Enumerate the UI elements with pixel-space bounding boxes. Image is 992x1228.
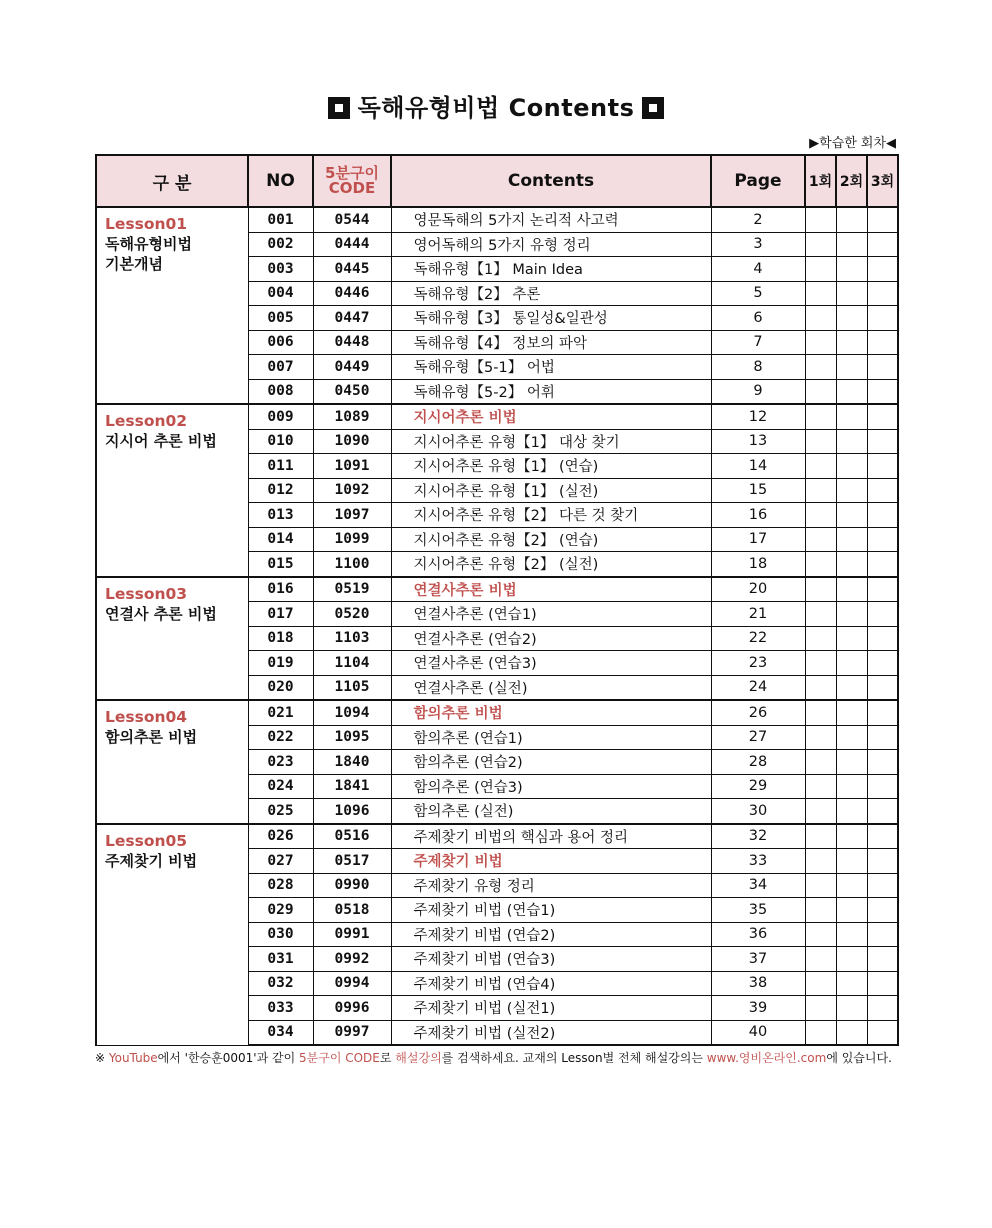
round-1-checkbox[interactable] bbox=[805, 675, 836, 700]
round-2-checkbox[interactable] bbox=[836, 750, 867, 775]
row-page: 33 bbox=[711, 849, 805, 874]
row-code: 0446 bbox=[313, 281, 391, 306]
row-title: 연결사추론 비법 bbox=[391, 577, 711, 602]
row-code: 1840 bbox=[313, 750, 391, 775]
round-1-checkbox[interactable] bbox=[805, 478, 836, 503]
lesson-title: 함의추론 비법 bbox=[105, 728, 198, 746]
lesson-group-cell bbox=[96, 207, 248, 404]
footer-url[interactable]: www.영비온라인.com bbox=[706, 1051, 827, 1065]
round-3-checkbox[interactable] bbox=[867, 478, 898, 503]
row-page: 14 bbox=[711, 454, 805, 479]
row-code: 0990 bbox=[313, 873, 391, 898]
row-code: 0996 bbox=[313, 996, 391, 1021]
row-number: 007 bbox=[248, 355, 313, 380]
round-2-checkbox[interactable] bbox=[836, 602, 867, 627]
round-1-checkbox[interactable] bbox=[805, 454, 836, 479]
round-3-checkbox[interactable] bbox=[867, 379, 898, 404]
lesson-title: 독해유형비법 기본개념 bbox=[105, 235, 192, 273]
row-page: 40 bbox=[711, 1020, 805, 1045]
row-page: 30 bbox=[711, 799, 805, 824]
row-page: 34 bbox=[711, 873, 805, 898]
row-number: 009 bbox=[248, 404, 313, 429]
row-title: 함의추론 (연습3) bbox=[391, 774, 711, 799]
round-2-checkbox[interactable] bbox=[836, 207, 867, 232]
row-page: 18 bbox=[711, 552, 805, 577]
row-code: 0445 bbox=[313, 257, 391, 282]
table-row bbox=[96, 404, 898, 429]
round-1-checkbox[interactable] bbox=[805, 725, 836, 750]
round-1-checkbox[interactable] bbox=[805, 207, 836, 232]
row-code: 0516 bbox=[313, 824, 391, 849]
row-number: 014 bbox=[248, 527, 313, 552]
row-page: 13 bbox=[711, 429, 805, 454]
round-1-checkbox[interactable] bbox=[805, 355, 836, 380]
row-code: 1095 bbox=[313, 725, 391, 750]
round-2-checkbox[interactable] bbox=[836, 454, 867, 479]
footer-mark: ※ bbox=[95, 1051, 109, 1065]
round-1-checkbox[interactable] bbox=[805, 898, 836, 923]
header-no: NO bbox=[248, 155, 313, 207]
header-round-2: 2회 bbox=[836, 155, 867, 207]
row-title: 지시어추론 유형【1】 (연습) bbox=[391, 454, 711, 479]
round-2-checkbox[interactable] bbox=[836, 873, 867, 898]
header-code bbox=[313, 155, 391, 207]
round-1-checkbox[interactable] bbox=[805, 996, 836, 1021]
lesson-label: Lesson02 bbox=[105, 412, 188, 430]
round-3-checkbox[interactable] bbox=[867, 873, 898, 898]
round-1-checkbox[interactable] bbox=[805, 700, 836, 725]
row-title: 함의추론 비법 bbox=[391, 700, 711, 725]
row-number: 016 bbox=[248, 577, 313, 602]
round-2-checkbox[interactable] bbox=[836, 527, 867, 552]
round-2-checkbox[interactable] bbox=[836, 898, 867, 923]
round-3-checkbox[interactable] bbox=[867, 552, 898, 577]
row-code: 0444 bbox=[313, 232, 391, 257]
row-code: 0517 bbox=[313, 849, 391, 874]
row-page: 32 bbox=[711, 824, 805, 849]
row-number: 011 bbox=[248, 454, 313, 479]
round-1-checkbox[interactable] bbox=[805, 232, 836, 257]
lesson-label: Lesson04 bbox=[105, 708, 188, 726]
row-code: 1092 bbox=[313, 478, 391, 503]
row-page: 39 bbox=[711, 996, 805, 1021]
row-code: 1841 bbox=[313, 774, 391, 799]
row-title: 함의추론 (연습1) bbox=[391, 725, 711, 750]
round-2-checkbox[interactable] bbox=[836, 552, 867, 577]
row-number: 026 bbox=[248, 824, 313, 849]
row-page: 37 bbox=[711, 947, 805, 972]
round-2-checkbox[interactable] bbox=[836, 996, 867, 1021]
round-1-checkbox[interactable] bbox=[805, 849, 836, 874]
row-page: 22 bbox=[711, 626, 805, 651]
round-3-checkbox[interactable] bbox=[867, 725, 898, 750]
row-number: 012 bbox=[248, 478, 313, 503]
footer-text: 에서 '한승훈0001'과 같이 bbox=[157, 1051, 299, 1065]
row-title: 연결사추론 (실전) bbox=[391, 675, 711, 700]
round-1-checkbox[interactable] bbox=[805, 971, 836, 996]
round-3-checkbox[interactable] bbox=[867, 774, 898, 799]
row-page: 27 bbox=[711, 725, 805, 750]
round-3-checkbox[interactable] bbox=[867, 207, 898, 232]
round-1-checkbox[interactable] bbox=[805, 824, 836, 849]
row-title: 독해유형【5-1】 어법 bbox=[391, 355, 711, 380]
lesson-group-cell bbox=[96, 700, 248, 824]
square-bullet-icon bbox=[328, 97, 350, 119]
round-3-checkbox[interactable] bbox=[867, 454, 898, 479]
row-page: 28 bbox=[711, 750, 805, 775]
row-code: 1094 bbox=[313, 700, 391, 725]
row-title: 지시어추론 유형【2】 다른 것 찾기 bbox=[391, 503, 711, 528]
row-title: 지시어추론 유형【2】 (연습) bbox=[391, 527, 711, 552]
row-number: 018 bbox=[248, 626, 313, 651]
round-3-checkbox[interactable] bbox=[867, 281, 898, 306]
row-number: 010 bbox=[248, 429, 313, 454]
round-2-checkbox[interactable] bbox=[836, 971, 867, 996]
row-page: 15 bbox=[711, 478, 805, 503]
row-code: 1096 bbox=[313, 799, 391, 824]
row-number: 027 bbox=[248, 849, 313, 874]
row-number: 022 bbox=[248, 725, 313, 750]
table-row bbox=[96, 824, 898, 849]
round-2-checkbox[interactable] bbox=[836, 577, 867, 602]
row-page: 9 bbox=[711, 379, 805, 404]
row-page: 26 bbox=[711, 700, 805, 725]
row-page: 29 bbox=[711, 774, 805, 799]
round-3-checkbox[interactable] bbox=[867, 602, 898, 627]
footer-lecture: 해설강의 bbox=[395, 1051, 442, 1065]
row-title: 주제찾기 비법의 핵심과 용어 정리 bbox=[391, 824, 711, 849]
row-code: 1097 bbox=[313, 503, 391, 528]
row-number: 003 bbox=[248, 257, 313, 282]
row-number: 017 bbox=[248, 602, 313, 627]
round-1-checkbox[interactable] bbox=[805, 281, 836, 306]
lesson-title: 주제찾기 비법 bbox=[105, 851, 198, 870]
row-title: 독해유형【2】 추론 bbox=[391, 281, 711, 306]
row-title: 지시어추론 유형【1】 대상 찾기 bbox=[391, 429, 711, 454]
table-row bbox=[96, 577, 898, 602]
row-number: 023 bbox=[248, 750, 313, 775]
round-2-checkbox[interactable] bbox=[836, 675, 867, 700]
row-number: 015 bbox=[248, 552, 313, 577]
row-code: 0994 bbox=[313, 971, 391, 996]
round-3-checkbox[interactable] bbox=[867, 330, 898, 355]
round-1-checkbox[interactable] bbox=[805, 947, 836, 972]
header-code-line1: 5분구이 bbox=[325, 164, 379, 182]
round-1-checkbox[interactable] bbox=[805, 1020, 836, 1045]
row-title: 함의추론 (실전) bbox=[391, 799, 711, 824]
round-2-checkbox[interactable] bbox=[836, 947, 867, 972]
row-number: 029 bbox=[248, 898, 313, 923]
round-1-checkbox[interactable] bbox=[805, 799, 836, 824]
row-number: 032 bbox=[248, 971, 313, 996]
table-row bbox=[96, 207, 898, 232]
row-title: 영어독해의 5가지 유형 정리 bbox=[391, 232, 711, 257]
row-title: 독해유형【3】 통일성&일관성 bbox=[391, 306, 711, 331]
row-code: 1099 bbox=[313, 527, 391, 552]
round-3-checkbox[interactable] bbox=[867, 232, 898, 257]
header-round-3: 3회 bbox=[867, 155, 898, 207]
row-title: 주제찾기 비법 (연습2) bbox=[391, 922, 711, 947]
row-number: 001 bbox=[248, 207, 313, 232]
row-number: 033 bbox=[248, 996, 313, 1021]
row-title: 주제찾기 비법 (실전1) bbox=[391, 996, 711, 1021]
round-3-checkbox[interactable] bbox=[867, 626, 898, 651]
row-page: 4 bbox=[711, 257, 805, 282]
row-number: 019 bbox=[248, 651, 313, 676]
footer-text: 로 bbox=[379, 1051, 396, 1065]
lesson-group-cell bbox=[96, 824, 248, 1046]
round-3-checkbox[interactable] bbox=[867, 577, 898, 602]
row-code: 0449 bbox=[313, 355, 391, 380]
row-title: 함의추론 (연습2) bbox=[391, 750, 711, 775]
row-page: 16 bbox=[711, 503, 805, 528]
row-number: 034 bbox=[248, 1020, 313, 1045]
row-code: 1091 bbox=[313, 454, 391, 479]
round-2-checkbox[interactable] bbox=[836, 379, 867, 404]
row-number: 005 bbox=[248, 306, 313, 331]
round-2-checkbox[interactable] bbox=[836, 306, 867, 331]
round-3-checkbox[interactable] bbox=[867, 527, 898, 552]
title-text: 독해유형비법 Contents bbox=[357, 94, 635, 122]
table-header-row bbox=[96, 155, 898, 207]
header-code-line2: CODE bbox=[328, 179, 376, 197]
row-code: 1100 bbox=[313, 552, 391, 577]
row-number: 013 bbox=[248, 503, 313, 528]
round-3-checkbox[interactable] bbox=[867, 257, 898, 282]
header-group: 구 분 bbox=[96, 155, 248, 207]
round-1-checkbox[interactable] bbox=[805, 602, 836, 627]
row-page: 38 bbox=[711, 971, 805, 996]
round-3-checkbox[interactable] bbox=[867, 996, 898, 1021]
round-1-checkbox[interactable] bbox=[805, 503, 836, 528]
round-3-checkbox[interactable] bbox=[867, 898, 898, 923]
round-2-checkbox[interactable] bbox=[836, 824, 867, 849]
round-2-checkbox[interactable] bbox=[836, 849, 867, 874]
footer-note bbox=[95, 1049, 897, 1066]
footer-code: 5분구이 CODE bbox=[299, 1051, 380, 1065]
round-1-checkbox[interactable] bbox=[805, 429, 836, 454]
round-2-checkbox[interactable] bbox=[836, 799, 867, 824]
row-title: 연결사추론 (연습3) bbox=[391, 651, 711, 676]
row-page: 6 bbox=[711, 306, 805, 331]
row-page: 21 bbox=[711, 602, 805, 627]
round-2-checkbox[interactable] bbox=[836, 774, 867, 799]
round-2-checkbox[interactable] bbox=[836, 478, 867, 503]
row-number: 002 bbox=[248, 232, 313, 257]
row-code: 0447 bbox=[313, 306, 391, 331]
row-title: 지시어추론 유형【1】 (실전) bbox=[391, 478, 711, 503]
round-1-checkbox[interactable] bbox=[805, 626, 836, 651]
round-3-checkbox[interactable] bbox=[867, 824, 898, 849]
round-1-checkbox[interactable] bbox=[805, 873, 836, 898]
row-code: 0448 bbox=[313, 330, 391, 355]
round-2-checkbox[interactable] bbox=[836, 429, 867, 454]
row-page: 35 bbox=[711, 898, 805, 923]
lesson-group-cell bbox=[96, 577, 248, 701]
round-2-checkbox[interactable] bbox=[836, 1020, 867, 1045]
header-round-1: 1회 bbox=[805, 155, 836, 207]
round-3-checkbox[interactable] bbox=[867, 971, 898, 996]
row-code: 1105 bbox=[313, 675, 391, 700]
round-3-checkbox[interactable] bbox=[867, 404, 898, 429]
row-number: 021 bbox=[248, 700, 313, 725]
lesson-title: 지시어 추론 비법 bbox=[105, 432, 217, 450]
row-number: 024 bbox=[248, 774, 313, 799]
row-number: 028 bbox=[248, 873, 313, 898]
row-number: 004 bbox=[248, 281, 313, 306]
round-3-checkbox[interactable] bbox=[867, 503, 898, 528]
round-3-checkbox[interactable] bbox=[867, 947, 898, 972]
header-contents: Contents bbox=[391, 155, 711, 207]
round-1-checkbox[interactable] bbox=[805, 651, 836, 676]
row-title: 영문독해의 5가지 논리적 사고력 bbox=[391, 207, 711, 232]
row-page: 8 bbox=[711, 355, 805, 380]
round-1-checkbox[interactable] bbox=[805, 404, 836, 429]
row-page: 36 bbox=[711, 922, 805, 947]
round-1-checkbox[interactable] bbox=[805, 552, 836, 577]
row-title: 주제찾기 비법 (연습4) bbox=[391, 971, 711, 996]
study-round-legend: ▶학습한 회차◀ bbox=[809, 136, 896, 151]
row-title: 독해유형【1】 Main Idea bbox=[391, 257, 711, 282]
row-title: 독해유형【4】 정보의 파악 bbox=[391, 330, 711, 355]
round-3-checkbox[interactable] bbox=[867, 849, 898, 874]
row-title: 주제찾기 유형 정리 bbox=[391, 873, 711, 898]
row-number: 008 bbox=[248, 379, 313, 404]
row-title: 주제찾기 비법 (실전2) bbox=[391, 1020, 711, 1045]
round-2-checkbox[interactable] bbox=[836, 626, 867, 651]
round-2-checkbox[interactable] bbox=[836, 232, 867, 257]
round-3-checkbox[interactable] bbox=[867, 675, 898, 700]
row-number: 025 bbox=[248, 799, 313, 824]
row-code: 0997 bbox=[313, 1020, 391, 1045]
row-code: 0520 bbox=[313, 602, 391, 627]
row-title: 주제찾기 비법 bbox=[391, 849, 711, 874]
row-page: 3 bbox=[711, 232, 805, 257]
round-1-checkbox[interactable] bbox=[805, 577, 836, 602]
round-3-checkbox[interactable] bbox=[867, 922, 898, 947]
row-title: 독해유형【5-2】 어휘 bbox=[391, 379, 711, 404]
row-title: 주제찾기 비법 (연습1) bbox=[391, 898, 711, 923]
row-code: 0450 bbox=[313, 379, 391, 404]
row-title: 지시어추론 유형【2】 (실전) bbox=[391, 552, 711, 577]
square-bullet-icon bbox=[642, 97, 664, 119]
row-code: 0518 bbox=[313, 898, 391, 923]
lesson-label: Lesson01 bbox=[105, 215, 188, 233]
round-2-checkbox[interactable] bbox=[836, 404, 867, 429]
row-page: 2 bbox=[711, 207, 805, 232]
round-3-checkbox[interactable] bbox=[867, 799, 898, 824]
row-page: 5 bbox=[711, 281, 805, 306]
row-number: 030 bbox=[248, 922, 313, 947]
row-page: 20 bbox=[711, 577, 805, 602]
row-number: 020 bbox=[248, 675, 313, 700]
row-code: 1089 bbox=[313, 404, 391, 429]
round-1-checkbox[interactable] bbox=[805, 306, 836, 331]
row-code: 0991 bbox=[313, 922, 391, 947]
row-page: 17 bbox=[711, 527, 805, 552]
round-2-checkbox[interactable] bbox=[836, 330, 867, 355]
round-3-checkbox[interactable] bbox=[867, 651, 898, 676]
footer-youtube: YouTube bbox=[108, 1051, 158, 1065]
round-3-checkbox[interactable] bbox=[867, 429, 898, 454]
page-title bbox=[0, 88, 992, 123]
row-title: 연결사추론 (연습2) bbox=[391, 626, 711, 651]
lesson-group-cell bbox=[96, 404, 248, 577]
round-2-checkbox[interactable] bbox=[836, 257, 867, 282]
round-2-checkbox[interactable] bbox=[836, 281, 867, 306]
round-1-checkbox[interactable] bbox=[805, 330, 836, 355]
lesson-label: Lesson05 bbox=[105, 831, 188, 850]
row-title: 지시어추론 비법 bbox=[391, 404, 711, 429]
row-title: 연결사추론 (연습1) bbox=[391, 602, 711, 627]
row-code: 1104 bbox=[313, 651, 391, 676]
round-3-checkbox[interactable] bbox=[867, 750, 898, 775]
round-1-checkbox[interactable] bbox=[805, 527, 836, 552]
round-1-checkbox[interactable] bbox=[805, 774, 836, 799]
round-1-checkbox[interactable] bbox=[805, 922, 836, 947]
round-2-checkbox[interactable] bbox=[836, 503, 867, 528]
row-code: 1090 bbox=[313, 429, 391, 454]
row-code: 0519 bbox=[313, 577, 391, 602]
row-code: 1103 bbox=[313, 626, 391, 651]
round-2-checkbox[interactable] bbox=[836, 700, 867, 725]
row-number: 031 bbox=[248, 947, 313, 972]
round-2-checkbox[interactable] bbox=[836, 651, 867, 676]
lesson-title: 연결사 추론 비법 bbox=[105, 604, 217, 623]
round-1-checkbox[interactable] bbox=[805, 750, 836, 775]
header-page: Page bbox=[711, 155, 805, 207]
row-code: 0544 bbox=[313, 207, 391, 232]
round-2-checkbox[interactable] bbox=[836, 725, 867, 750]
round-3-checkbox[interactable] bbox=[867, 1020, 898, 1045]
row-page: 23 bbox=[711, 651, 805, 676]
contents-table bbox=[95, 154, 899, 1046]
round-3-checkbox[interactable] bbox=[867, 700, 898, 725]
round-1-checkbox[interactable] bbox=[805, 257, 836, 282]
row-number: 006 bbox=[248, 330, 313, 355]
row-page: 12 bbox=[711, 404, 805, 429]
row-title: 주제찾기 비법 (연습3) bbox=[391, 947, 711, 972]
round-2-checkbox[interactable] bbox=[836, 922, 867, 947]
lesson-label: Lesson03 bbox=[105, 584, 188, 603]
row-code: 0992 bbox=[313, 947, 391, 972]
row-page: 24 bbox=[711, 675, 805, 700]
table-row bbox=[96, 700, 898, 725]
round-2-checkbox[interactable] bbox=[836, 355, 867, 380]
table-body bbox=[96, 207, 898, 1045]
row-page: 7 bbox=[711, 330, 805, 355]
round-1-checkbox[interactable] bbox=[805, 379, 836, 404]
footer-text: 에 있습니다. bbox=[826, 1051, 892, 1065]
round-3-checkbox[interactable] bbox=[867, 355, 898, 380]
round-3-checkbox[interactable] bbox=[867, 306, 898, 331]
footer-text: 를 검색하세요. 교재의 Lesson별 전체 해설강의는 bbox=[441, 1051, 707, 1065]
